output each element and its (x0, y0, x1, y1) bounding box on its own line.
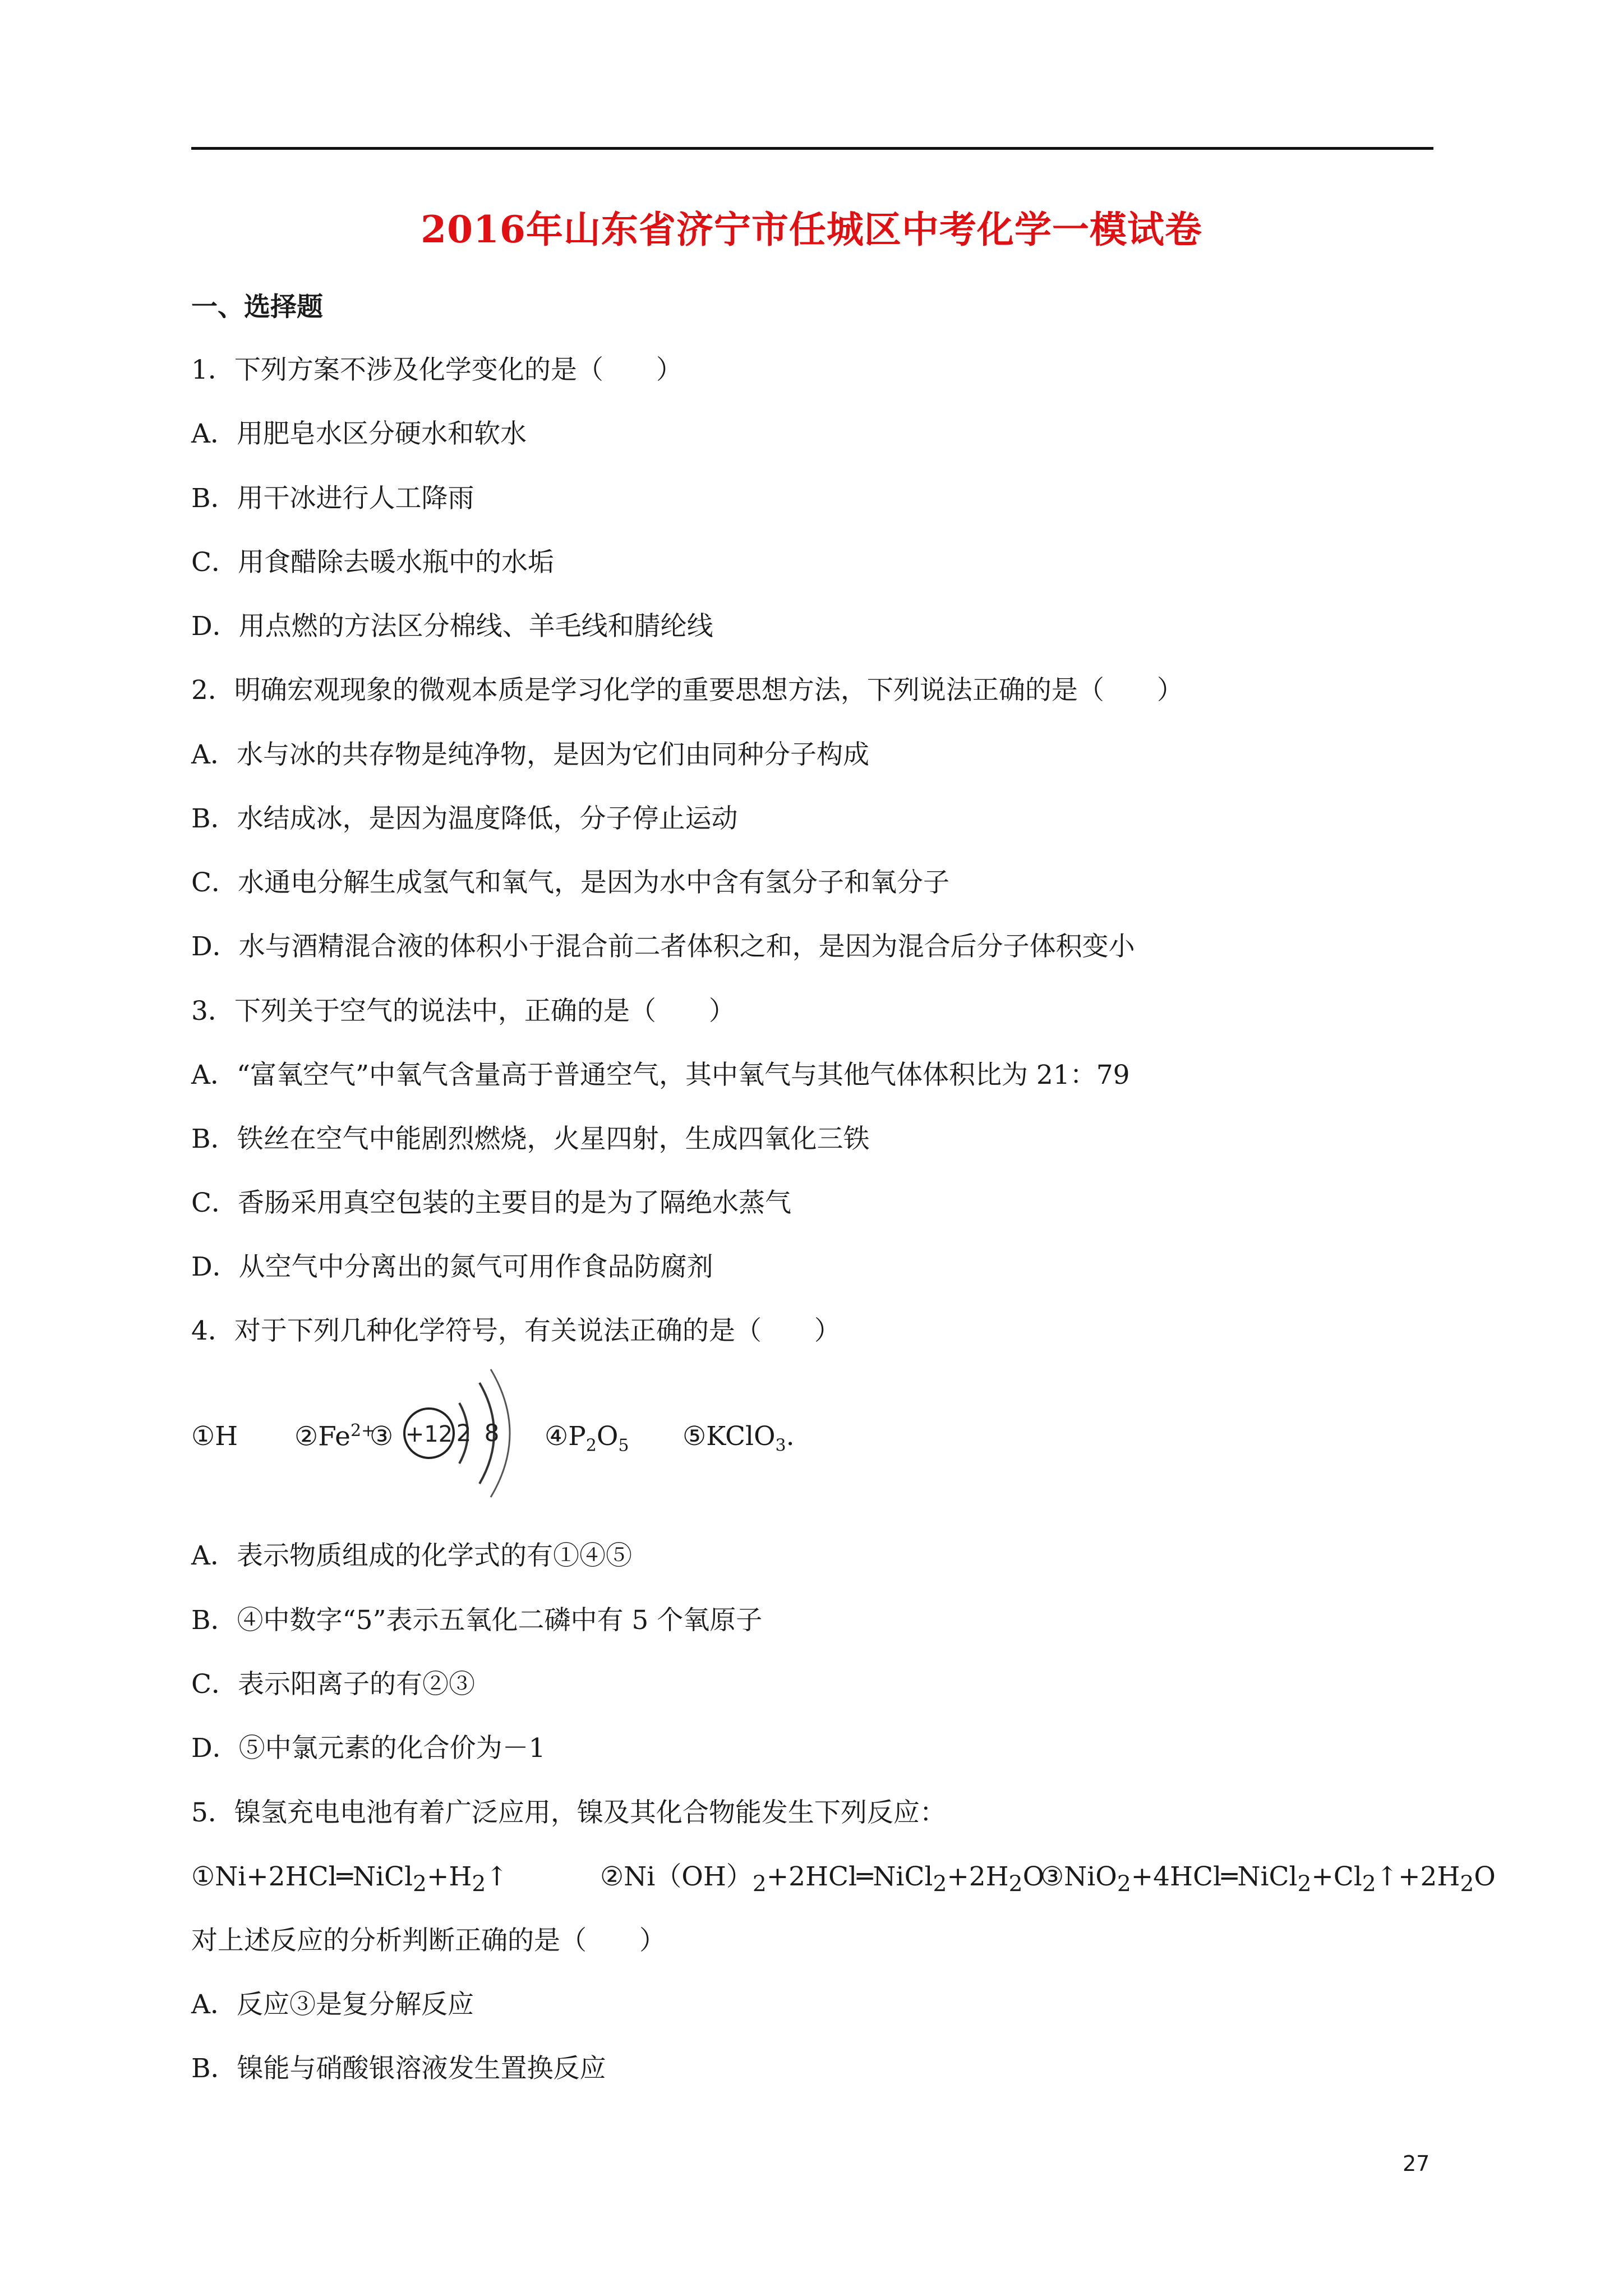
symbol-3-label: ③ (370, 1421, 394, 1452)
question-2-stem: 2．明确宏观现象的微观本质是学习化学的重要思想方法，下列说法正确的是（ ） (191, 675, 1183, 706)
nucleus-charge: +12 (405, 1421, 453, 1447)
question-3-option-d: D．从空气中分离出的氮气可用作食品防腐剂 (191, 1251, 713, 1282)
question-3-option-c: C．香肠采用真空包装的主要目的是为了隔绝水蒸气 (191, 1188, 791, 1218)
reaction-equation-2: $②Ni(OH)_2+2HCl═NiCl_2+2H_2O$ (600, 1861, 1045, 1897)
question-5-option-a: A．反应③是复分解反应 (191, 1989, 474, 2020)
question-5-option-b: B．镍能与硝酸银溶液发生置换反应 (191, 2053, 606, 2084)
question-4-option-b: B．④中数字“5”表示五氧化二磷中有 5 个氧原子 (191, 1605, 763, 1636)
question-5-stem: 5．镍氢充电电池有着广泛应用，镍及其化合物能发生下列反应： (191, 1797, 946, 1828)
question-2-option-a: A．水与冰的共存物是纯净物，是因为它们由同种分子构成 (191, 739, 869, 770)
question-4-option-a: A．表示物质组成的化学式的有①④⑤ (191, 1540, 632, 1571)
question-4-option-d: D．⑤中氯元素的化合价为－1 (191, 1733, 546, 1764)
symbol-1: ①H (191, 1421, 238, 1452)
question-2-option-b: B．水结成冰，是因为温度降低，分子停止运动 (191, 803, 738, 834)
question-5-follow-up: 对上述反应的分析判断正确的是（ ） (191, 1925, 666, 1956)
shell-1-electrons: 2 (456, 1419, 472, 1447)
symbol-5: ⑤KClO$_3$. (683, 1421, 795, 1456)
question-4-option-c: C．表示阳离子的有②③ (191, 1669, 475, 1700)
question-3-option-a: A．“富氧空气”中氧气含量高于普通空气，其中氧气与其他气体体积比为 21：79 (191, 1060, 1130, 1091)
symbol-2: $②Fe^{2+}$ (294, 1421, 376, 1452)
question-1-option-d: D．用点燃的方法区分棉线、羊毛线和腈纶线 (191, 611, 713, 642)
question-1-option-b: B．用干冰进行人工降雨 (191, 483, 474, 514)
question-1-option-a: A．用肥皂水区分硬水和软水 (191, 418, 527, 449)
question-2-option-c: C．水通电分解生成氢气和氧气，是因为水中含有氢分子和氧分子 (191, 867, 949, 898)
reaction-equation-1: $①Ni+2HCl═NiCl_2+H_2↑$ (191, 1861, 508, 1897)
reaction-equation-3: $③NiO_2+4HCl═NiCl_2+Cl_2↑+2H_2O$ (1040, 1861, 1496, 1897)
page-title: 2016年山东省济宁市任城区中考化学一模试卷 (421, 208, 1202, 251)
question-4-stem: 4．对于下列几种化学符号，有关说法正确的是（ ） (191, 1315, 841, 1346)
header-rule (191, 147, 1433, 150)
magnesium-ion-structure-diagram (396, 1360, 517, 1503)
symbol-4: $④P_2O_5$ (545, 1421, 629, 1456)
question-1-option-c: C．用食醋除去暖水瓶中的水垢 (191, 547, 554, 578)
question-3-stem: 3．下列关于空气的说法中，正确的是（ ） (191, 996, 735, 1027)
page-number: 27 (1403, 2151, 1430, 2176)
question-3-option-b: B．铁丝在空气中能剧烈燃烧，火星四射，生成四氧化三铁 (191, 1124, 870, 1154)
section-heading: 一、选择题 (191, 292, 323, 323)
question-2-option-d: D．水与酒精混合液的体积小于混合前二者体积之和，是因为混合后分子体积变小 (191, 931, 1135, 962)
chemical-symbols-row (191, 1360, 1481, 1506)
question-1-stem: 1．下列方案不涉及化学变化的是（ ） (191, 355, 683, 385)
shell-2-electrons: 8 (484, 1419, 500, 1447)
